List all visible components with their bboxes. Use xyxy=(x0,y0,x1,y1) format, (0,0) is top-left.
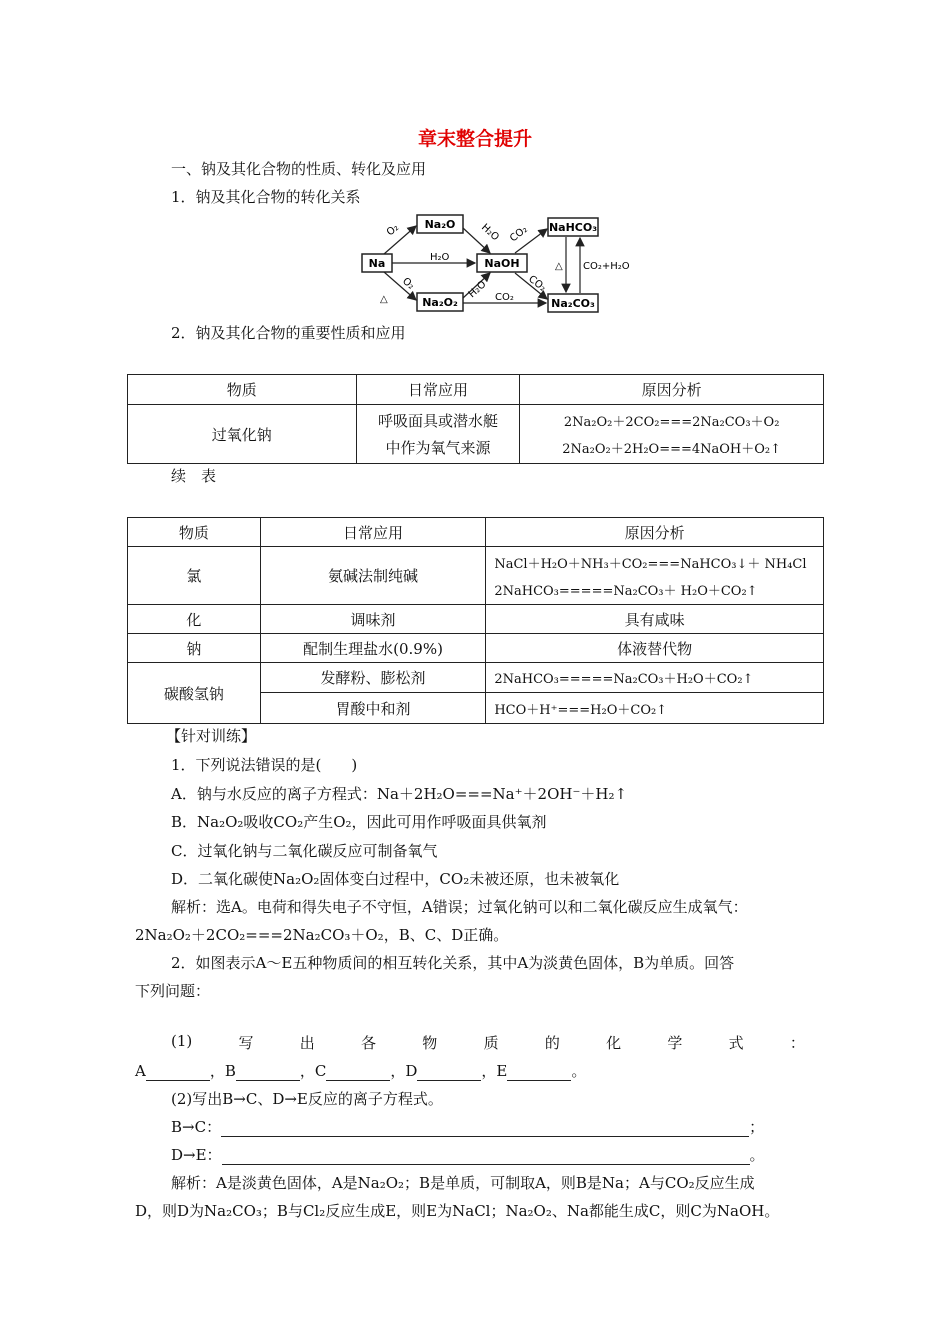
word: 的 xyxy=(544,1034,560,1052)
section-heading: 一、钠及其化合物的性质、转化及应用 xyxy=(171,160,427,178)
q2-blanks-line xyxy=(135,1060,586,1081)
cell-nacl-2: 化 xyxy=(128,605,261,634)
bc-label: B→C： xyxy=(171,1118,222,1136)
label-o2-bottom: O₂ xyxy=(400,275,417,292)
cell-use: 配制生理盐水(0.9%) xyxy=(260,634,486,663)
q1-analysis-1: 解析：选A。电荷和得失电子不守恒，A错误；过氧化钠可以和二氧化碳反应生成氧气： xyxy=(171,898,748,916)
blank-c-input[interactable] xyxy=(326,1066,390,1081)
word: (1) xyxy=(171,1032,193,1050)
q1-option-b: B．Na₂O₂吸收CO₂产生O₂，因此可用作呼吸面具供氧剂 xyxy=(171,813,547,831)
label-h2o-down: H₂O xyxy=(466,279,489,301)
de-label: D→E： xyxy=(171,1146,222,1164)
word: 出 xyxy=(299,1034,315,1052)
q1-stem: 1．下列说法错误的是( ) xyxy=(171,756,358,774)
label-co2-up: CO₂ xyxy=(508,224,530,245)
de-end: 。 xyxy=(749,1146,765,1164)
label-co2-h2o: CO₂+H₂O xyxy=(583,261,630,272)
cell-substance: 过氧化钠 xyxy=(128,405,357,464)
blank-b-label: ，B xyxy=(209,1062,236,1080)
word: 学 xyxy=(667,1034,683,1052)
continued-label: 续 表 xyxy=(171,467,217,485)
q2-stem-1: 2．如图表示A～E五种物质间的相互转化关系，其中A为淡黄色固体，B为单质。回答 xyxy=(171,954,735,972)
word: 各 xyxy=(361,1034,377,1052)
cell-nacl-3: 钠 xyxy=(128,634,261,663)
q2-de-line xyxy=(171,1144,765,1165)
de-answer-input[interactable] xyxy=(222,1150,750,1165)
header-use: 日常应用 xyxy=(260,518,486,547)
reason-line-1: 2Na₂O₂＋2CO₂===2Na₂CO₃＋O₂ xyxy=(563,415,780,430)
q2-analysis-1: 解析：A是淡黄色固体，A是Na₂O₂；B是单质，可制取A，则B是Na；A与CO₂反应生成 xyxy=(171,1174,755,1192)
na2o-label: Na₂O xyxy=(424,218,456,231)
cell-reason xyxy=(520,405,824,464)
reason-line-2: 2Na₂O₂＋2H₂O===4NaOH＋O₂↑ xyxy=(562,442,782,457)
reason-line-2: 2NaHCO₃=====Na₂CO₃＋ H₂O＋CO₂↑ xyxy=(494,583,758,599)
cell-nacl-1: 氯 xyxy=(128,547,261,605)
blank-d-input[interactable] xyxy=(417,1066,481,1081)
q1-option-a: A．钠与水反应的离子方程式：Na＋2H₂O===Na⁺＋2OH⁻＋H₂↑ xyxy=(171,785,628,803)
reason-line-1: NaCl＋H₂O＋NH₃＋CO₂===NaHCO₃↓＋ NH₄Cl xyxy=(494,556,807,572)
cell-reason: HCO＋H⁺===H₂O＋CO₂↑ xyxy=(486,693,824,724)
na2co3-label: Na₂CO₃ xyxy=(551,297,595,310)
subsection-heading: 1．钠及其化合物的转化关系 xyxy=(171,188,361,206)
bc-answer-input[interactable] xyxy=(221,1122,749,1137)
label-co2-bottom: CO₂ xyxy=(495,292,514,303)
label-delta-bottom: △ xyxy=(380,294,388,305)
practice-heading: 【针对训练】 xyxy=(166,727,257,745)
q1-analysis-2: 2Na₂O₂＋2CO₂===2Na₂CO₃＋O₂，B、C、D正确。 xyxy=(135,926,509,944)
use-line-2: 中作为氧气来源 xyxy=(385,439,491,457)
cell-use: 发酵粉、膨松剂 xyxy=(260,663,486,693)
page-title: 章末整合提升 xyxy=(417,128,532,150)
cell-reason: 具有咸味 xyxy=(486,605,824,634)
label-o2-top: O₂ xyxy=(384,222,402,239)
word: 式 xyxy=(728,1034,744,1052)
blank-e-label: ，E xyxy=(481,1062,508,1080)
na-label: Na xyxy=(368,257,386,270)
blank-d-label: ，D xyxy=(390,1062,418,1080)
label-h2o-up: H₂O xyxy=(478,222,501,244)
q2-part1-prompt xyxy=(171,1032,805,1053)
properties-table-1 xyxy=(127,374,824,464)
header-use: 日常应用 xyxy=(356,375,520,405)
word: ： xyxy=(789,1034,805,1052)
blank-a-label: A xyxy=(135,1062,146,1080)
word: 化 xyxy=(606,1034,622,1052)
use-line-1: 呼吸面具或潜水艇 xyxy=(377,412,498,430)
cell-reason: 2NaHCO₃=====Na₂CO₃＋H₂O＋CO₂↑ xyxy=(486,663,824,693)
cell-reason: 体液替代物 xyxy=(486,634,824,663)
nahco3-label: NaHCO₃ xyxy=(548,221,598,234)
cell-use: 胃酸中和剂 xyxy=(260,693,486,724)
label-delta-right: △ xyxy=(555,261,563,272)
cell-use: 调味剂 xyxy=(260,605,486,634)
blank-e-input[interactable] xyxy=(507,1066,571,1081)
header-substance: 物质 xyxy=(128,518,261,547)
subsection-heading-2: 2．钠及其化合物的重要性质和应用 xyxy=(171,324,406,342)
q2-stem-2: 下列问题： xyxy=(135,982,211,1000)
header-substance: 物质 xyxy=(128,375,357,405)
properties-table-2 xyxy=(127,517,824,724)
header-reason: 原因分析 xyxy=(520,375,824,405)
blank-a-input[interactable] xyxy=(146,1066,210,1081)
cell-use xyxy=(356,405,520,464)
na2o2-label: Na₂O₂ xyxy=(422,296,458,309)
label-h2o-mid: H₂O xyxy=(430,252,450,263)
q2-bc-line xyxy=(171,1116,764,1137)
conversion-diagram xyxy=(350,206,650,322)
word: 写 xyxy=(238,1034,254,1052)
label-co2-down: CO₂ xyxy=(526,273,548,294)
blank-c-label: ，C xyxy=(299,1062,327,1080)
cell-use: 氨碱法制纯碱 xyxy=(260,547,486,605)
header-reason: 原因分析 xyxy=(486,518,824,547)
blank-b-input[interactable] xyxy=(236,1066,300,1081)
blank-end: 。 xyxy=(571,1062,587,1080)
cell-reason xyxy=(486,547,824,605)
word: 物 xyxy=(422,1034,438,1052)
bc-end: ； xyxy=(749,1118,765,1136)
naoh-label: NaOH xyxy=(484,257,520,270)
q1-option-c: C．过氧化钠与二氧化碳反应可制备氧气 xyxy=(171,842,438,860)
q1-option-d: D．二氧化碳使Na₂O₂固体变白过程中，CO₂未被还原，也未被氧化 xyxy=(171,870,620,888)
q2-analysis-2: D，则D为Na₂CO₃；B与Cl₂反应生成E，则E为NaCl；Na₂O₂、Na都能生成C，则C为NaOH。 xyxy=(135,1202,780,1220)
word: 质 xyxy=(483,1034,499,1052)
q2-part2-prompt: (2)写出B→C、D→E反应的离子方程式。 xyxy=(171,1090,443,1108)
cell-nahco3: 碳酸氢钠 xyxy=(128,663,261,724)
